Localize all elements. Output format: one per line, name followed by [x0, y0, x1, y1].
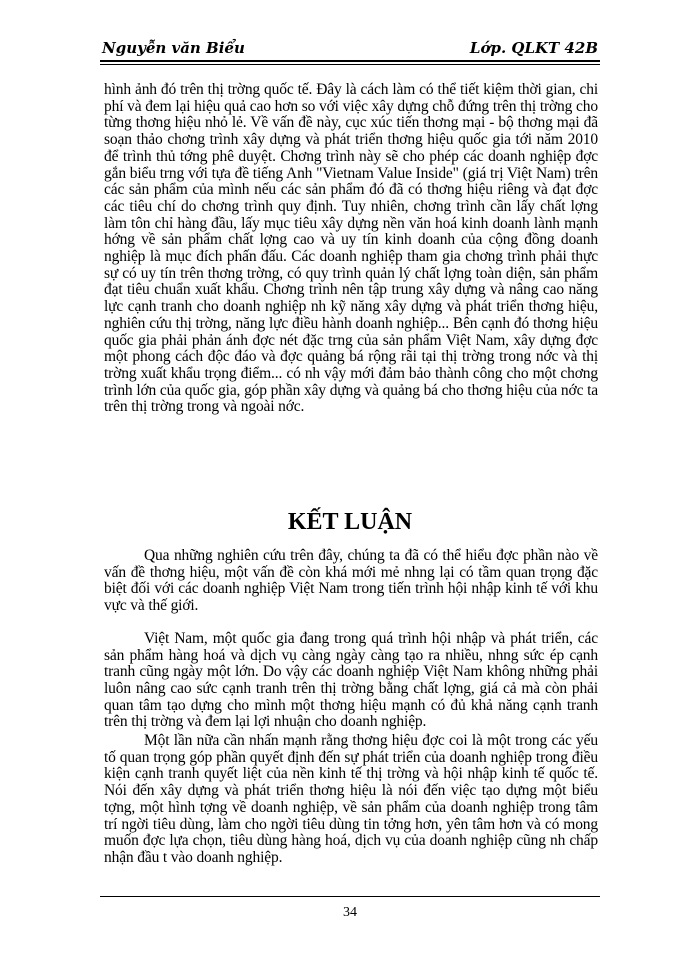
footer-rule: [100, 896, 600, 897]
conclusion-text: [104, 548, 598, 867]
body-paragraph: hình ảnh đó trên thị trờng quốc tế. Đây là cách làm có thể tiết kiệm thời gian, chi phí và đem lại hiệu quả cao hơn so với việc xây dựng chỗ đứng trên thị trờng cho từng thơng hiệu nhỏ lẻ. Về vấn đề này, cục xúc tiến thơng mại - bộ thơng mại đã soạn thảo chơng trình xây dựng và phát triển thơng hiệu quốc gia tới năm 2010 để trình thủ tớng phê duyệt. Chơng trình này sẽ cho phép các doanh nghiệp đợc gắn biểu trng với tựa đề tiếng Anh "Vietnam Value Inside" (giá trị Việt Nam) trên các sản phẩm của mình nếu các sản phẩm đó đã có thơng hiệu riêng và đạt đợc các tiêu chí do chơng trình quy định. Tuy nhiên, chơng trình cần lấy chất lợng làm tôn chỉ hàng đầu, lấy mục tiêu xây dựng nền văn hoá kinh doanh lành mạnh hớng về sản phẩm chất lợng cao và uy tín kinh doanh của cộng đồng doanh nghiệp là mục đích phấn đấu. Các doanh nghiệp tham gia chơng trình phải thực sự có uy tín trên thơng trờng, có quy trình quản lý chất lợng toàn diện, sản phẩm đạt tiêu chuẩn xuất khẩu. Chơng trình nên tập trung xây dựng và nâng cao năng lực cạnh tranh cho doanh nghiệp nh kỹ năng xây dựng và phát triển thơng hiệu, nghiên cứu thị trờng, năng lực điều hành doanh nghiệp... Bên cạnh đó thơng hiệu quốc gia phải phản ánh đợc nét đặc trng của sản phẩm Việt Nam, xây dựng đợc một phong cách độc đáo và đợc quảng bá rộng rãi tại thị trờng trong nớc và thị trờng xuất khẩu trọng điểm... có nh vậy mới đảm bảo thành công cho một chơng trình lớn của quốc gia, góp phần xây dựng và quảng bá cho thơng hiệu của nớc ta trên thị trờng trong và ngoài nớc.: [104, 81, 598, 416]
header-class-label: Lớp. QLKT 42B: [469, 39, 598, 57]
header-rule-thick: [100, 60, 600, 62]
conclusion-paragraph-3: Một lần nữa cần nhấn mạnh rằng thơng hiệu đợc coi là một trong các yếu tố quan trọng góp phần quyết định đến sự phát triển của doanh nghiệp trong điều kiện cạnh tranh quyết liệt của nền kinh tế thị trờng và hội nhập kinh tế quốc tế. Nói đến xây dựng và phát triển thơng hiệu là nói đến việc tạo dựng một biểu tợng, một hình tợng về doanh nghiệp, về sản phẩm của doanh nghiệp trong tâm trí ngời tiêu dùng, làm cho ngời tiêu dùng tin tởng hơn, yên tâm hơn và có mong muốn đợc lựa chọn, tiêu dùng hàng hoá, dịch vụ của doanh nghiệp cũng nh chấp nhận đầu t vào doanh nghiệp.: [104, 732, 598, 866]
section-title: KẾT LUẬN: [287, 509, 413, 535]
page-number: 34: [343, 905, 357, 920]
conclusion-paragraph-1: Qua những nghiên cứu trên đây, chúng ta đã có thể hiểu đợc phần nào về vấn đề thơng hiệu, một vấn đề còn khá mới mẻ nhng lại có tầm quan trọng đặc biệt đối với các doanh nghiệp Việt Nam trong tiến trình hội nhập kinh tế với khu vực và thế giới.: [104, 547, 598, 615]
conclusion-paragraph-2: Việt Nam, một quốc gia đang trong quá trình hội nhập và phát triển, các sản phẩm hàng hoá và dịch vụ càng ngày càng tạo ra nhiều, nhng sức ép cạnh tranh cũng ngày một lớn. Do vậy các doanh nghiệp Việt Nam không những phải luôn nâng cao sức cạnh tranh trên thị trờng bằng chất lợng, giá cả mà còn phải quan tâm tạo dựng cho mình một thơng hiệu mạnh có đủ khả năng cạnh tranh trên thị trờng và đem lại lợi nhuận cho doanh nghiệp.: [104, 629, 598, 731]
header-author: Nguyễn văn Biểu: [102, 39, 245, 57]
body-text: [104, 82, 598, 416]
page-header: [100, 38, 600, 66]
header-rule-thin: [100, 64, 600, 65]
